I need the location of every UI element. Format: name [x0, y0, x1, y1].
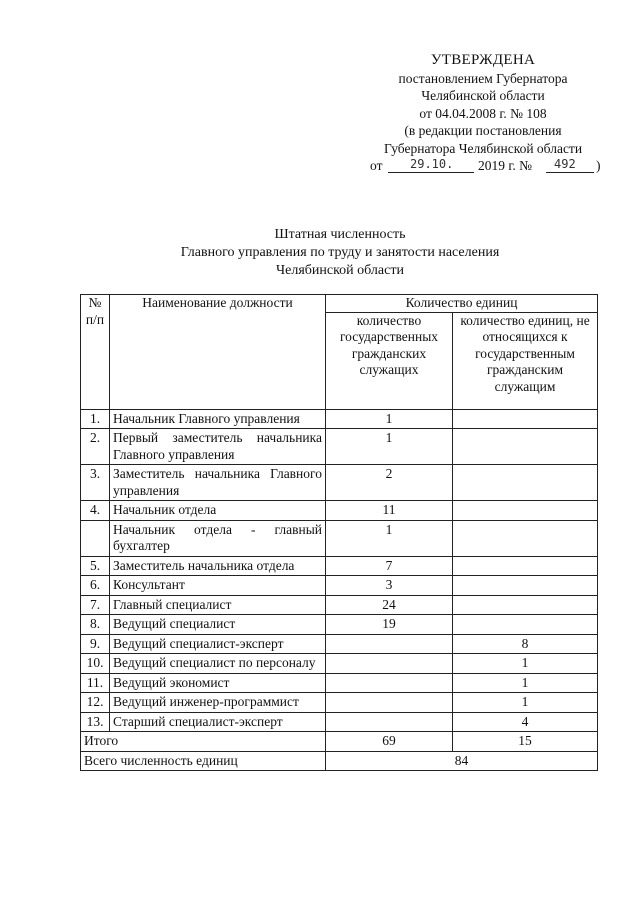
position-name: Ведущий инженер-программист — [110, 693, 326, 713]
noncivil-count — [453, 409, 598, 429]
position-name: Старший специалист-эксперт — [110, 712, 326, 732]
civil-count — [326, 634, 453, 654]
noncivil-count — [453, 429, 598, 465]
civil-count: 1 — [326, 429, 453, 465]
total-row — [81, 732, 598, 752]
table-row — [81, 693, 598, 713]
civil-count: 7 — [326, 556, 453, 576]
approval-stamp — [358, 52, 608, 175]
noncivil-count — [453, 556, 598, 576]
civil-count: 3 — [326, 576, 453, 596]
row-number: 12. — [81, 693, 110, 713]
row-number: 13. — [81, 712, 110, 732]
civil-count — [326, 712, 453, 732]
position-name: Начальник отдела — [110, 501, 326, 521]
noncivil-count: 1 — [453, 654, 598, 674]
approval-line-3: от 04.04.2008 г. № 108 — [419, 105, 547, 121]
position-name: Консультант — [110, 576, 326, 596]
row-number: 3. — [81, 465, 110, 501]
date-prefix: от — [370, 158, 383, 173]
approval-line-5: Губернатора Челябинской области — [383, 140, 583, 156]
row-number — [81, 520, 110, 556]
title-line-1: Штатная численность — [274, 227, 406, 242]
total-civil: 69 — [326, 732, 453, 752]
row-number: 11. — [81, 673, 110, 693]
position-name: Ведущий специалист-эксперт — [110, 634, 326, 654]
approval-line-2: Челябинской области — [421, 88, 545, 103]
table-row — [81, 615, 598, 635]
row-number: 6. — [81, 576, 110, 596]
position-name: Заместитель начальника Главного управления — [110, 465, 326, 501]
position-name: Первый заместитель начальника Главного управления — [110, 429, 326, 465]
civil-count — [326, 654, 453, 674]
row-number: 9. — [81, 634, 110, 654]
row-number: 4. — [81, 501, 110, 521]
position-name: Ведущий экономист — [110, 673, 326, 693]
document-title — [150, 226, 530, 280]
approval-date-line — [358, 157, 608, 175]
table-row — [81, 501, 598, 521]
table-row — [81, 409, 598, 429]
header-num: № п/п — [81, 295, 110, 410]
table-row — [81, 576, 598, 596]
table-row — [81, 595, 598, 615]
header-name: Наименование должности — [110, 295, 326, 410]
total-label: Итого — [81, 732, 326, 752]
grand-total-label: Всего численность единиц — [81, 751, 326, 771]
table-row — [81, 673, 598, 693]
staffing-table — [80, 294, 598, 771]
noncivil-count: 4 — [453, 712, 598, 732]
table-row — [81, 556, 598, 576]
row-number: 8. — [81, 615, 110, 635]
header-count: Количество единиц — [326, 295, 598, 313]
position-name: Ведущий специалист по персоналу — [110, 654, 326, 674]
table-row — [81, 520, 598, 556]
approval-heading: УТВЕРЖДЕНА — [430, 52, 536, 68]
title-line-3: Челябинской области — [276, 263, 404, 278]
approval-line-1: постановлением Губернатора — [398, 70, 568, 86]
grand-total-row — [81, 751, 598, 771]
noncivil-count: 1 — [453, 673, 598, 693]
civil-count: 1 — [326, 409, 453, 429]
table-row — [81, 712, 598, 732]
civil-count — [326, 693, 453, 713]
position-name: Начальник Главного управления — [110, 409, 326, 429]
header-noncivil: количество единиц, не относящихся к государственным гражданским служащим — [453, 312, 598, 409]
table-row — [81, 654, 598, 674]
civil-count: 2 — [326, 465, 453, 501]
date-close: ) — [596, 158, 601, 173]
row-number: 7. — [81, 595, 110, 615]
table-row — [81, 634, 598, 654]
noncivil-count — [453, 615, 598, 635]
civil-count — [326, 673, 453, 693]
position-name: Главный специалист — [110, 595, 326, 615]
date-year: 2019 г. № — [478, 158, 533, 173]
table-body — [81, 409, 598, 732]
title-line-2: Главного управления по труду и занятости населения — [180, 245, 500, 260]
table-row — [81, 429, 598, 465]
approval-line-4: (в редакции постановления — [404, 123, 562, 138]
row-number: 5. — [81, 556, 110, 576]
noncivil-count — [453, 465, 598, 501]
noncivil-count — [453, 576, 598, 596]
date-day-month: 29.10. — [410, 157, 454, 171]
order-number: 492 — [554, 157, 576, 171]
civil-count: 11 — [326, 501, 453, 521]
civil-count: 1 — [326, 520, 453, 556]
civil-count: 24 — [326, 595, 453, 615]
noncivil-count — [453, 595, 598, 615]
civil-count: 19 — [326, 615, 453, 635]
total-noncivil: 15 — [453, 732, 598, 752]
row-number: 1. — [81, 409, 110, 429]
noncivil-count — [453, 501, 598, 521]
noncivil-count — [453, 520, 598, 556]
header-civil: количество государственных гражданских служащих — [326, 312, 453, 409]
position-name: Начальник отдела - главный бухгалтер — [110, 520, 326, 556]
grand-total-value: 84 — [326, 751, 598, 771]
row-number: 10. — [81, 654, 110, 674]
noncivil-count: 8 — [453, 634, 598, 654]
noncivil-count: 1 — [453, 693, 598, 713]
position-name: Ведущий специалист — [110, 615, 326, 635]
position-name: Заместитель начальника отдела — [110, 556, 326, 576]
table-row — [81, 465, 598, 501]
row-number: 2. — [81, 429, 110, 465]
